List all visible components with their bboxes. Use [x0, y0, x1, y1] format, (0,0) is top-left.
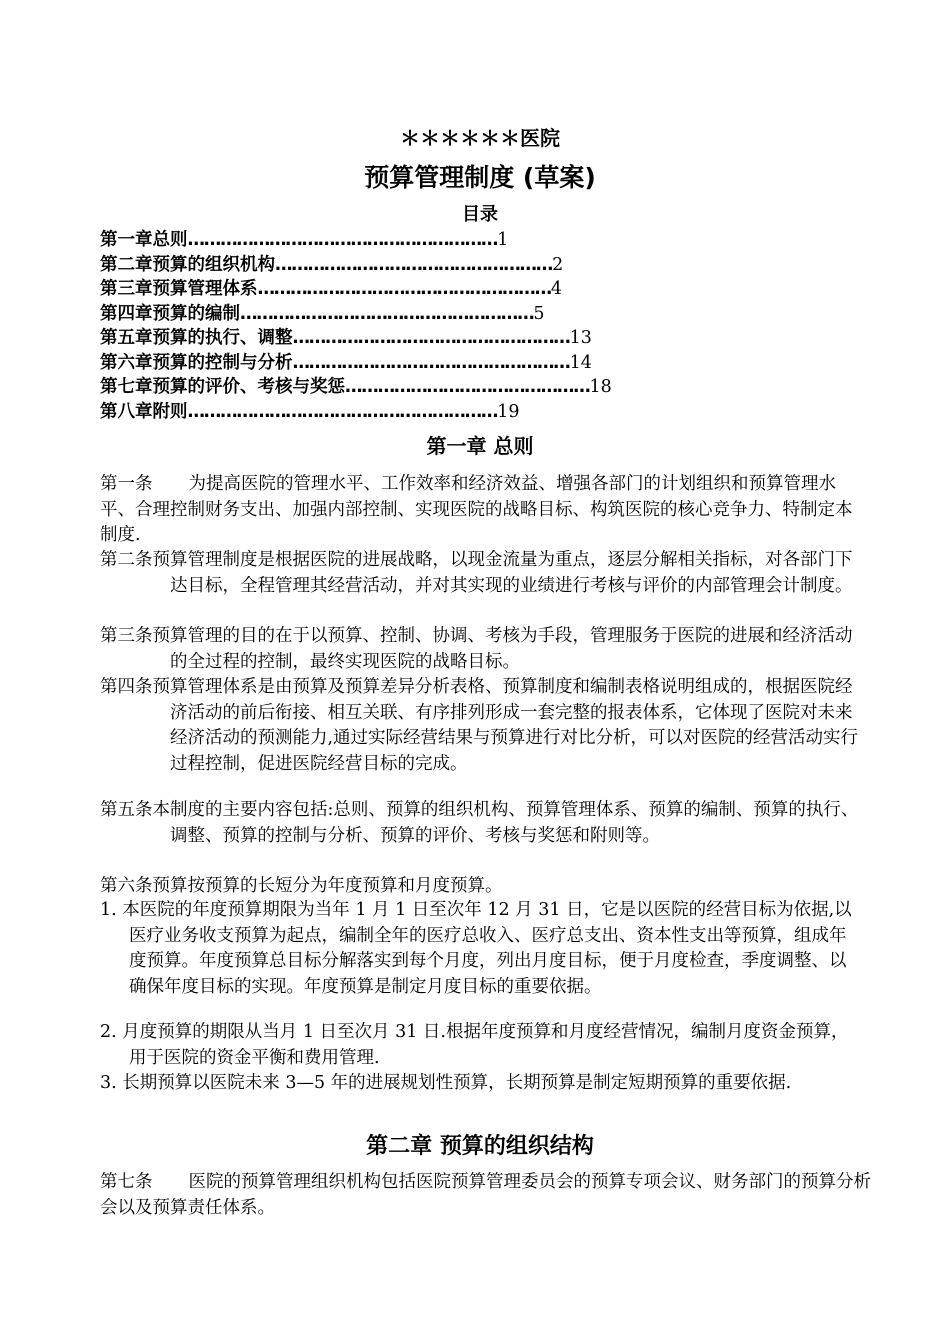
toc-label: 第四章预算的编制 [100, 303, 240, 324]
article-1-label: 第一条 [100, 474, 153, 494]
toc-label: 第六章预算的控制与分析 [100, 352, 293, 373]
article-4: 第四条预算管理体系是由预算及预算差异分析表格、预算制度和编制表格说明组成的，根据医院经济活动的前后衔接、相互关联、有序排列形成一套完整的报表体系，它体现了医院对未来经济活动的预测能力,通过实际经营结果与预算进行对比分析，可以对医院的经营活动实行过程控制，促进医院经营目标的完成。 [100, 677, 859, 774]
toc-entry[interactable] [100, 400, 660, 425]
toc-page-number: 18 [589, 377, 612, 397]
toc-page-number: 13 [569, 328, 592, 348]
toc-label: 第一章总则 [100, 230, 188, 250]
toc-entry[interactable] [100, 375, 660, 400]
toc-entry[interactable] [100, 326, 660, 351]
toc-page-number: 14 [569, 352, 592, 373]
toc-leader: ……………………………………………… [240, 303, 534, 324]
toc-label: 第二章预算的组织机构 [100, 254, 275, 275]
toc-label: 第七章预算的评价、考核与奖惩 [100, 377, 345, 397]
toc-entry[interactable] [100, 302, 660, 327]
toc-page-number: 19 [497, 401, 520, 422]
table-of-contents [100, 228, 660, 424]
chapter-2-heading: 第二章 预算的组织结构 [366, 1134, 594, 1159]
toc-page-number: 1 [497, 230, 509, 250]
article-7-label: 第七条 [100, 1172, 153, 1192]
toc-page-number: 2 [552, 254, 564, 275]
toc-page-number: 5 [533, 303, 545, 324]
toc-leader: …………………………………………… [292, 352, 570, 373]
toc-heading: 目录 [462, 204, 498, 225]
article-5: 第五条本制度的主要内容包括:总则、预算的组织机构、预算管理体系、预算的编制、预算的执行、调整、预算的控制与分析、预算的评价、考核与奖惩和附则等。 [100, 800, 859, 846]
list-item: 2. 月度预算的期限从当月 1 日至次月 31 日.根据年度预算和月度经营情况，编制月度资金预算，用于医院的资金平衡和费用管理. [100, 1022, 849, 1068]
toc-entry[interactable] [100, 228, 660, 253]
article-2: 第二条预算管理制度是根据医院的进展战略，以现金流量为重点，逐层分解相关指标，对各部门下达目标，全程管理其经营活动，并对其实现的业绩进行考核与评价的内部管理会计制度。 [100, 550, 853, 596]
toc-leader: …………………………………………… [292, 328, 570, 348]
toc-entry[interactable] [100, 351, 660, 376]
toc-label: 第三章预算管理体系 [100, 279, 258, 299]
article-3: 第三条预算管理的目的在于以预算、控制、协调、考核为手段，管理服务于医院的进展和经济活动的全过程的控制，最终实现医院的战略目标。 [100, 626, 853, 672]
list-item: 1. 本医院的年度预算期限为当年 1 月 1 日至次年 12 月 31 日，它是以医院的经营目标为依据,以医疗业务收支预算为起点，编制全年的医疗总收入、医疗总支出、资本性支出等预算，组成年度预算。年度预算总目标分解落实到每个月度，列出月度目标，便于月度检查，季度调整、以确保年度目标的实现。年度预算是制定月度目标的重要依据。 [100, 900, 852, 997]
toc-label: 第五章预算的执行、调整 [100, 328, 293, 348]
article-1 [100, 472, 860, 549]
article-7-text: 医院的预算管理组织机构包括医院预算管理委员会的预算专项会议、财务部门的预算分析会以及预算责任体系。 [100, 1172, 871, 1218]
toc-leader: ………………………………………………… [187, 230, 498, 250]
toc-entry[interactable] [100, 277, 660, 302]
article-6: 第六条预算按预算的长短分为年度预算和月度预算。 [100, 876, 503, 896]
article-7 [100, 1170, 880, 1221]
toc-leader: ……………………………………… [345, 377, 590, 397]
toc-entry[interactable] [100, 253, 660, 278]
toc-leader: ………………………………………………… [187, 401, 498, 422]
document-title: 预算管理制度 (草案) [364, 163, 596, 192]
list-item: 3. 长期预算以医院未来 3—5 年的进展规划性预算，长期预算是制定短期预算的重要依据. [100, 1073, 792, 1093]
article-1-text: 为提高医院的管理水平、工作效率和经济效益、增强各部门的计划组织和预算管理水平、合理控制财务支出、加强内部控制、实现医院的战略目标、构筑医院的核心竞争力、特制定本制度. [100, 474, 853, 545]
hospital-name: ＊＊＊＊＊＊医院 [400, 126, 560, 150]
toc-leader: …………………………………………… [275, 254, 553, 275]
toc-label: 第八章附则 [100, 401, 188, 422]
toc-page-number: 4 [550, 279, 563, 299]
chapter-1-heading: 第一章 总则 [426, 434, 534, 458]
toc-leader: ……………………………………………… [257, 279, 551, 299]
